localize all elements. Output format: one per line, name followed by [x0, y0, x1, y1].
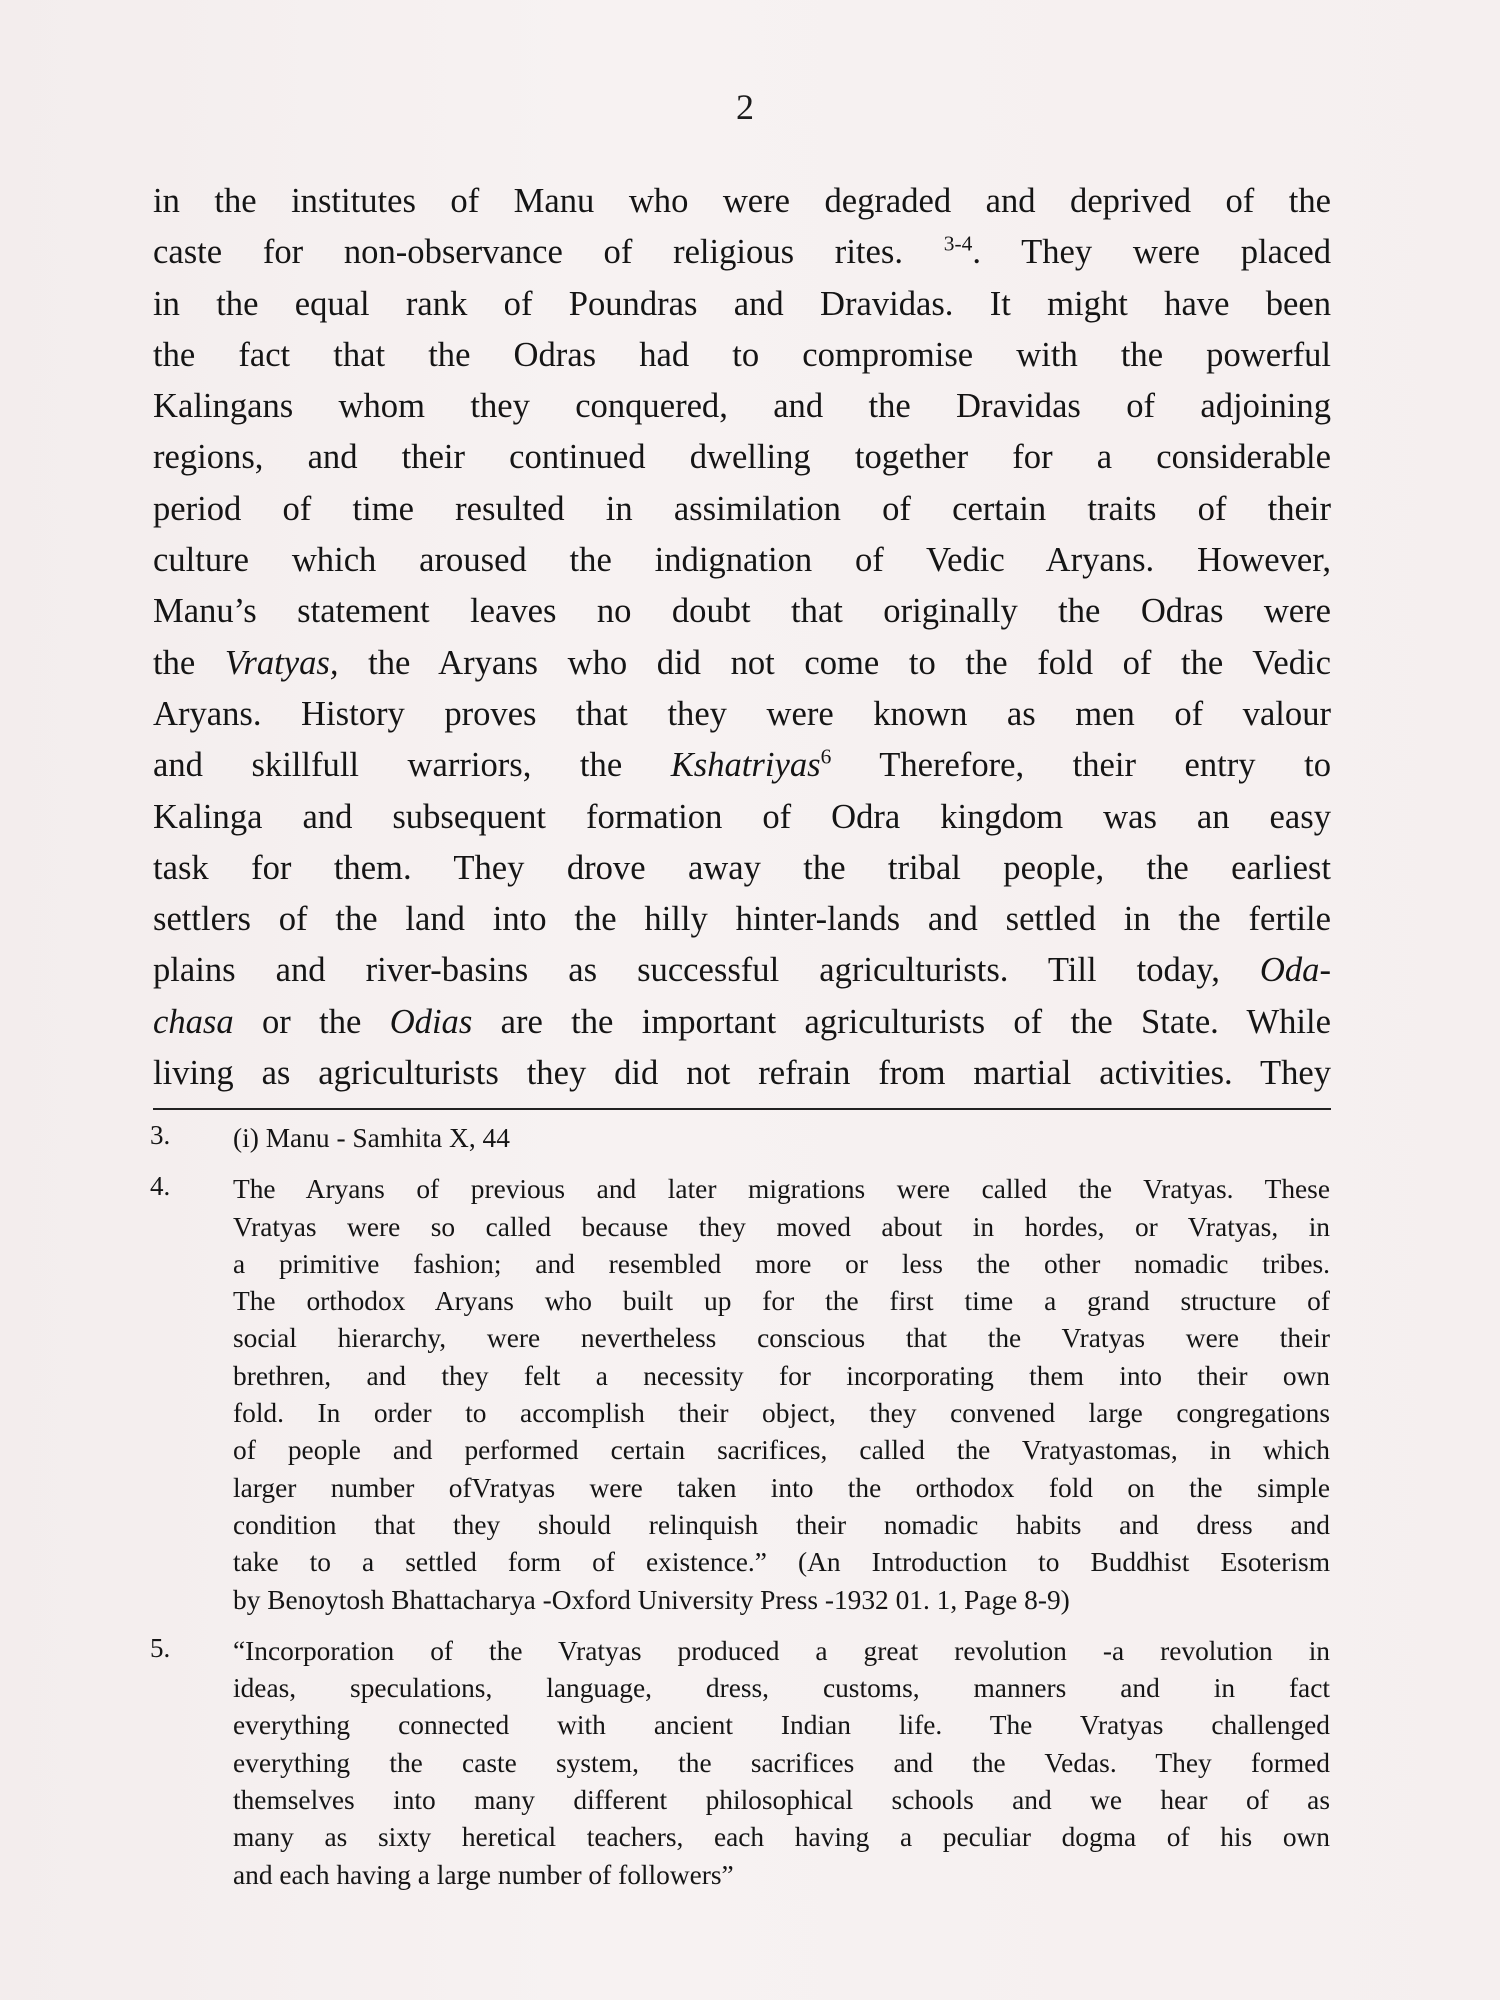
footnote-reference: 3-4 [943, 231, 973, 256]
body-line: caste for non-observance of religious rites. $^{3-4}$. They were placed [153, 231, 1331, 272]
footnote [150, 1120, 1330, 1157]
italic-term: Oda- [1259, 951, 1331, 990]
italic-term: chasa [153, 1002, 234, 1041]
footnote-line: and each having a large number of followers” [233, 1859, 734, 1890]
body-line: the Vratyas, the Aryans who did not come to the fold of the Vedic [153, 643, 1331, 682]
footnote-line: themselves into many different philosophical schools and we hear of as [233, 1785, 1330, 1816]
footnote-number: 4. [150, 1171, 171, 1202]
footnote-number: 5. [150, 1632, 171, 1663]
italic-term: Odias [389, 1002, 473, 1041]
body-line: Manu’s statement leaves no doubt that originally the Odras were [153, 592, 1331, 631]
body-line: chasa or the Odias are the important agriculturists of the State. While [153, 1002, 1331, 1041]
footnote-line: condition that they should relinquish their nomadic habits and dress and [233, 1509, 1330, 1540]
footnote [150, 1633, 1330, 1894]
footnote-line: by Benoytosh Bhattacharya -Oxford University Press -1932 01. 1, Page 8-9) [233, 1584, 1070, 1615]
body-line: and skillfull warriors, the Kshatriyas$^6$ Therefore, their entry to [153, 744, 1331, 785]
body-line: plains and river-basins as successful agriculturists. Till today, Oda- [153, 951, 1331, 990]
footnote-line: Vratyas were so called because they moved about in hordes, or Vratyas, in [233, 1211, 1330, 1242]
footnote-line: social hierarchy, were nevertheless conscious that the Vratyas were their [233, 1323, 1330, 1354]
footnote-line: “Incorporation of the Vratyas produced a great revolution -a revolution in [233, 1635, 1330, 1666]
footnote-line: everything connected with ancient Indian life. The Vratyas challenged [233, 1710, 1330, 1741]
footnote-line: fold. In order to accomplish their object, they convened large congregations [233, 1398, 1330, 1429]
body-line: culture which aroused the indignation of Vedic Aryans. However, [153, 541, 1331, 580]
footnote-line: (i) Manu - Samhita X, 44 [233, 1123, 510, 1153]
footnote-line: The orthodox Aryans who built up for the first time a grand structure of [233, 1286, 1330, 1317]
footnote-line: of people and performed certain sacrifices, called the Vratyastomas, in which [233, 1435, 1330, 1466]
body-line: period of time resulted in assimilation of certain traits of their [153, 489, 1331, 528]
body-line: living as agriculturists they did not refrain from martial activities. They [153, 1054, 1331, 1093]
footnote-line: many as sixty heretical teachers, each having a peculiar dogma of his own [233, 1822, 1330, 1853]
page-number: 2 [736, 87, 754, 127]
body-line: regions, and their continued dwelling together for a considerable [153, 438, 1331, 477]
footnote-reference: 6 [820, 744, 832, 769]
footnotes-section [150, 1120, 1330, 1894]
footnote-line: everything the caste system, the sacrifices and the Vedas. They formed [233, 1747, 1330, 1778]
footnote-line: take to a settled form of existence.” (An Introduction to Buddhist Esoterism [233, 1547, 1330, 1578]
footnote [150, 1171, 1330, 1619]
body-line: settlers of the land into the hilly hinter-lands and settled in the fertile [153, 900, 1331, 939]
italic-term: Vratyas, [224, 643, 339, 682]
body-line: task for them. They drove away the tribal people, the earliest [153, 848, 1331, 887]
footnote-divider [153, 1108, 1331, 1110]
body-line: Aryans. History proves that they were known as men of valour [153, 694, 1331, 733]
footnote-number: 3. [150, 1120, 171, 1150]
footnote-line: The Aryans of previous and later migrations were called the Vratyas. These [233, 1174, 1330, 1205]
body-line: the fact that the Odras had to compromise with the powerful [153, 335, 1331, 374]
footnote-line: ideas, speculations, language, dress, customs, manners and in fact [233, 1673, 1330, 1704]
footnote-line: larger number ofVratyas were taken into the orthodox fold on the simple [233, 1472, 1330, 1503]
body-line: in the institutes of Manu who were degraded and deprived of the [153, 182, 1331, 220]
footnote-line: brethren, and they felt a necessity for incorporating them into their own [233, 1360, 1330, 1391]
footnote-line: a primitive fashion; and resembled more or less the other nomadic tribes. [233, 1248, 1330, 1279]
body-line: in the equal rank of Poundras and Dravidas. It might have been [153, 284, 1331, 323]
main-body-text [153, 176, 1331, 1099]
italic-term: Kshatriyas [670, 746, 821, 785]
body-line: Kalinga and subsequent formation of Odra kingdom was an easy [153, 797, 1331, 836]
body-line: Kalingans whom they conquered, and the Dravidas of adjoining [153, 387, 1331, 426]
